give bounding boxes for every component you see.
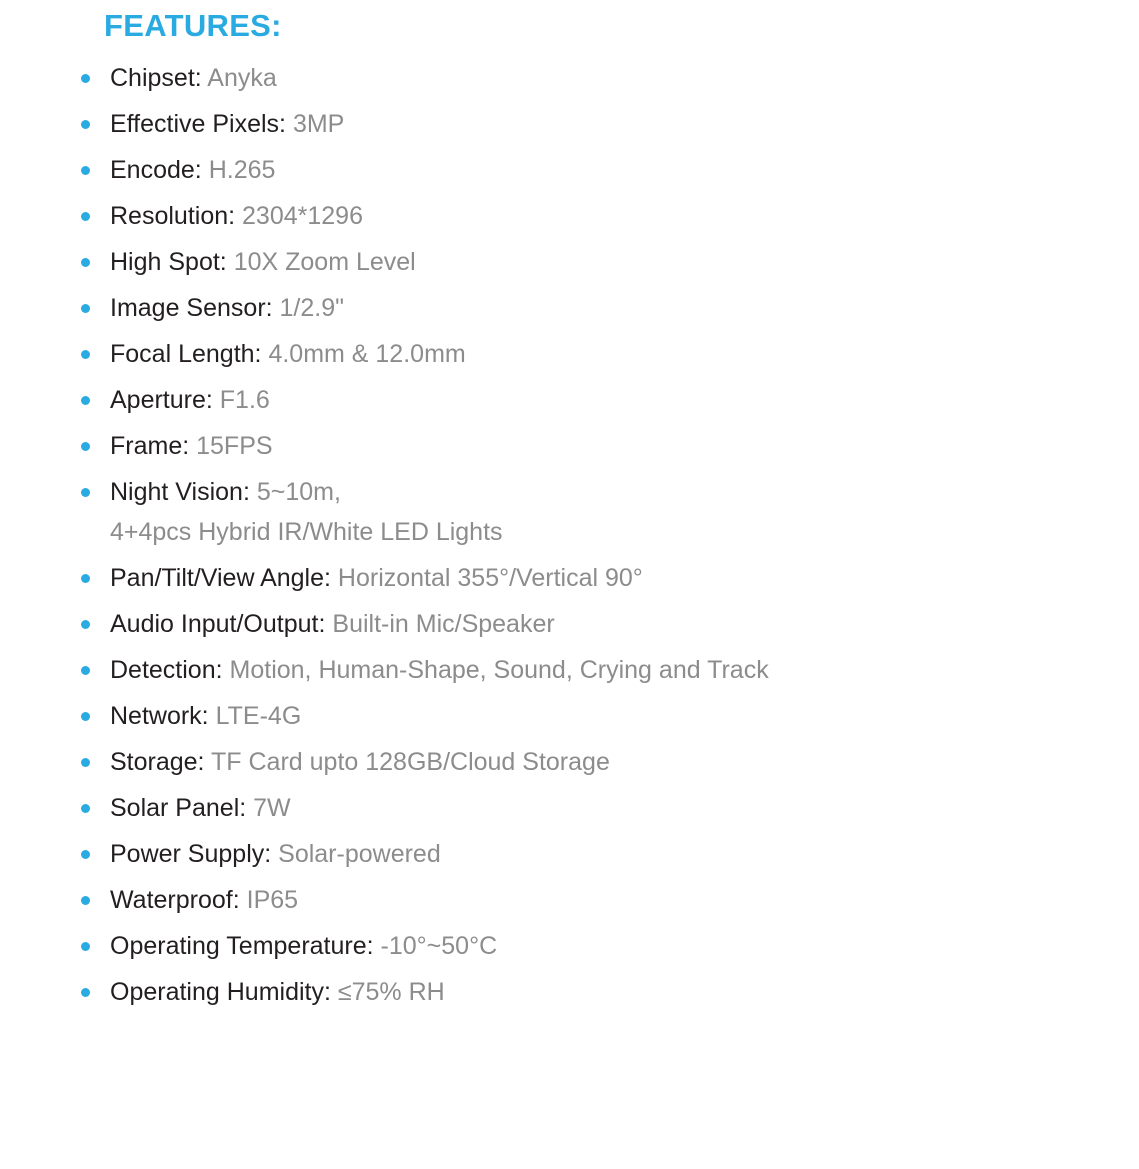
spec-label: Pan/Tilt/View Angle: <box>110 564 338 592</box>
spec-value: Horizontal 355°/Vertical 90° <box>337 564 643 592</box>
spec-label: Operating Humidity: <box>110 978 338 1006</box>
spec-value: -10°~50°C <box>380 932 498 960</box>
spec-label: Storage: <box>110 748 212 776</box>
list-item <box>78 930 1118 963</box>
bullet-icon <box>81 120 90 129</box>
list-item <box>78 476 1118 549</box>
spec-value: Built-in Mic/Speaker <box>332 610 555 638</box>
bullet-icon <box>81 304 90 313</box>
spec-value: 3MP <box>292 110 345 138</box>
bullet-icon <box>81 574 90 583</box>
bullet-icon <box>81 442 90 451</box>
bullet-icon <box>81 166 90 175</box>
list-item <box>78 338 1118 371</box>
bullet-icon <box>81 74 90 83</box>
spec-label: Focal Length: <box>110 340 269 368</box>
list-item <box>78 108 1118 141</box>
list-item <box>78 838 1118 871</box>
list-item <box>78 430 1118 463</box>
spec-label: High Spot: <box>110 248 234 276</box>
bullet-icon <box>81 212 90 221</box>
bullet-icon <box>81 258 90 267</box>
bullet-icon <box>81 804 90 813</box>
spec-label: Power Supply: <box>110 840 279 868</box>
spec-value: 1/2.9" <box>279 294 345 322</box>
spec-label: Frame: <box>110 432 197 460</box>
spec-value: 15FPS <box>196 432 273 460</box>
list-item <box>78 384 1118 417</box>
spec-label: Waterproof: <box>110 886 247 914</box>
spec-value: 10X Zoom Level <box>233 248 416 276</box>
spec-label: Detection: <box>110 656 230 684</box>
list-item <box>78 654 1118 687</box>
spec-value: TF Card upto 128GB/Cloud Storage <box>211 748 610 776</box>
list-item <box>78 246 1118 279</box>
bullet-icon <box>81 850 90 859</box>
bullet-icon <box>81 620 90 629</box>
list-item <box>78 746 1118 779</box>
list-item <box>78 200 1118 233</box>
spec-label: Operating Temperature: <box>110 932 381 960</box>
spec-label: Chipset: <box>110 64 208 92</box>
list-item <box>78 62 1118 95</box>
spec-value: 2304*1296 <box>242 202 363 230</box>
list-item <box>78 884 1118 917</box>
bullet-icon <box>81 488 90 497</box>
spec-value-continued: 4+4pcs Hybrid IR/White LED Lights <box>110 518 503 546</box>
specification-list <box>78 62 1118 1022</box>
spec-value: Solar-powered <box>278 840 441 868</box>
bullet-icon <box>81 350 90 359</box>
spec-label: Solar Panel: <box>110 794 254 822</box>
bullet-icon <box>81 712 90 721</box>
bullet-icon <box>81 942 90 951</box>
bullet-icon <box>81 988 90 997</box>
spec-label: Effective Pixels: <box>110 110 293 138</box>
spec-value: F1.6 <box>219 386 270 414</box>
spec-label: Audio Input/Output: <box>110 610 333 638</box>
spec-value: ≤75% RH <box>337 978 445 1006</box>
spec-label: Night Vision: <box>110 478 257 506</box>
spec-label: Network: <box>110 702 216 730</box>
page-title: FEATURES: <box>104 8 282 43</box>
spec-value: IP65 <box>246 886 299 914</box>
spec-label: Resolution: <box>110 202 243 230</box>
spec-value: H.265 <box>208 156 276 184</box>
spec-label: Encode: <box>110 156 209 184</box>
spec-value: 7W <box>253 794 291 822</box>
spec-label: Aperture: <box>110 386 220 414</box>
bullet-icon <box>81 666 90 675</box>
bullet-icon <box>81 396 90 405</box>
spec-label: Image Sensor: <box>110 294 280 322</box>
list-item <box>78 292 1118 325</box>
bullet-icon <box>81 896 90 905</box>
list-item <box>78 976 1118 1009</box>
list-item <box>78 792 1118 825</box>
spec-value: Anyka <box>207 64 277 92</box>
bullet-icon <box>81 758 90 767</box>
list-item <box>78 562 1118 595</box>
list-item <box>78 154 1118 187</box>
list-item <box>78 700 1118 733</box>
spec-value: 4.0mm & 12.0mm <box>268 340 466 368</box>
spec-value: Motion, Human-Shape, Sound, Crying and Track <box>229 656 769 684</box>
spec-value: 5~10m, <box>256 478 341 506</box>
spec-value: LTE-4G <box>215 702 302 730</box>
list-item <box>78 608 1118 641</box>
